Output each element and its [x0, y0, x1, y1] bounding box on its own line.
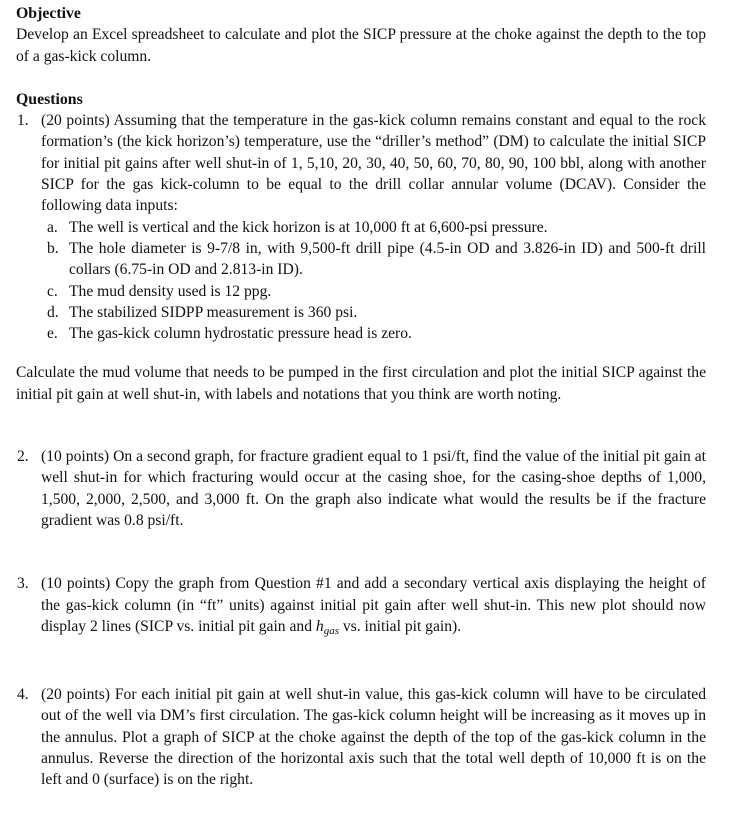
objective-text: Develop an Excel spreadsheet to calculate and plot the SICP pressure at the choke against the depth to the top of a gas-kick column.	[16, 26, 706, 65]
list-label: c.	[47, 282, 58, 300]
question-3-text-part: vs. initial pit gain).	[338, 617, 462, 635]
question-4-text: (20 points) For each initial pit gain at well shut-in value, this gas-kick column will have to be circulated out of the well via DM’s first circulation. The gas-kick column height will be increasing as it moves up in the annulus. Plot a graph of SICP at the choke against the depth of the top of the gas-kick column in the annulus. Reverse the direction of the horizontal axis such that the total well depth of 10,000 ft is on the left and 0 (surface) is on the right.	[41, 686, 706, 789]
list-text: The stabilized SIDPP measurement is 360 psi.	[69, 303, 358, 321]
list-item	[16, 302, 706, 323]
list-text: The hole diameter is 9-7/8 in, with 9,500-ft drill pipe (4.5-in OD and 3.826-in ID) and 500-ft drill collars (6.75-in OD and 2.813-in ID).	[69, 239, 706, 279]
question-4	[16, 684, 706, 790]
question-number: 2.	[17, 448, 29, 466]
list-text: The well is vertical and the kick horizon is at 10,000 ft at 6,600-psi pressure.	[69, 218, 548, 236]
question-3	[16, 573, 706, 642]
list-text: The gas-kick column hydrostatic pressure head is zero.	[69, 325, 412, 343]
list-label: e.	[47, 325, 58, 343]
question-3-text-part: (10 points) Copy the graph from Question #1 and add a secondary vertical axis displaying the height of the gas-kick column (in “ft” units) against initial pit gain after well shut-in. This new plot should now display 2 lines (SICP vs. initial pit gain and	[41, 575, 706, 635]
question-1-followup: Calculate the mud volume that needs to be pumped in the first circulation and plot the initial SICP against the initial pit gain at well shut-in, with labels and notations that you think are worth noting.	[16, 364, 706, 403]
list-label: a.	[47, 218, 58, 236]
question-2-text: (10 points) On a second graph, for fracture gradient equal to 1 psi/ft, find the value of the initial pit gain at well shut-in for which fracturing would occur at the casing shoe, for the casing-shoe depths of 1,000, 1,500, 2,000, 2,500, and 3,000 ft. On the graph also indicate what would the results be if the fracture gradient was 0.8 psi/ft.	[41, 448, 706, 529]
question-number: 1.	[17, 112, 29, 130]
list-label: b.	[47, 239, 59, 257]
list-item	[16, 281, 706, 302]
question-3-text	[41, 575, 706, 635]
symbol-subscript: gas	[323, 624, 339, 637]
list-item	[16, 323, 706, 344]
question-number: 4.	[17, 686, 29, 704]
h-gas-symbol	[316, 618, 339, 635]
list-item	[16, 217, 706, 238]
list-text: The mud density used is 12 ppg.	[69, 282, 272, 300]
objective-heading: Objective	[16, 5, 81, 22]
data-inputs-list	[16, 217, 706, 345]
document-page	[16, 3, 706, 791]
questions-heading: Questions	[16, 90, 83, 108]
question-1	[16, 110, 706, 216]
list-label: d.	[47, 303, 59, 321]
list-item	[16, 238, 706, 281]
question-1-text: (20 points) Assuming that the temperature in the gas-kick column remains constant and equal to the rock formation’s (the kick horizon’s) temperature, use the “driller’s method” (DM) to calculate the initial SICP for initial pit gains after well shut-in of 1, 5,10, 20, 30, 40, 50, 60, 70, 80, 90, 100 bbl, along with another SICP for the gas kick-column to be equal to the drill collar annular volume (DCAV). Consider the following data inputs:	[41, 112, 706, 215]
question-2	[16, 446, 706, 531]
symbol-main: h	[315, 617, 324, 635]
question-number: 3.	[17, 575, 29, 593]
